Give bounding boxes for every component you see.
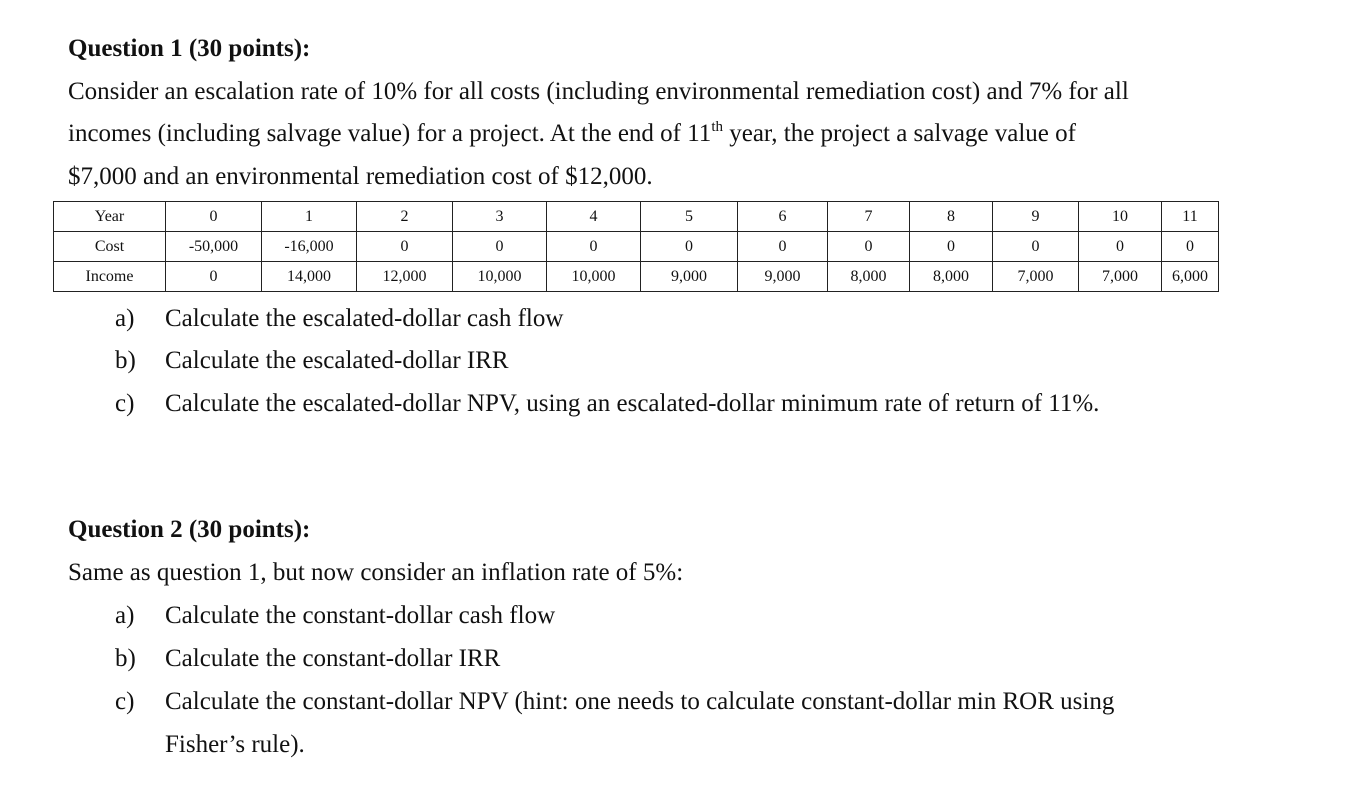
question-1-heading: Question 1 (30 points): — [68, 35, 311, 62]
row-label-income: Income — [54, 262, 166, 292]
income-cell: 10,000 — [453, 262, 547, 292]
table-row-income — [54, 262, 1219, 292]
question-1-item-b — [115, 346, 509, 376]
table-row-cost — [54, 232, 1219, 262]
list-marker: c) — [115, 390, 135, 417]
income-cell: 0 — [166, 262, 262, 292]
income-cell: 8,000 — [910, 262, 993, 292]
income-cell: 8,000 — [828, 262, 910, 292]
year-cell: 7 — [828, 202, 910, 232]
cost-cell: -16,000 — [262, 232, 357, 262]
year-cell: 11 — [1162, 202, 1219, 232]
cost-cell: 0 — [547, 232, 641, 262]
list-item-text: Calculate the escalated-dollar IRR — [165, 347, 509, 374]
row-label-year: Year — [54, 202, 166, 232]
cost-cell: 0 — [910, 232, 993, 262]
income-cell: 9,000 — [738, 262, 828, 292]
year-cell: 4 — [547, 202, 641, 232]
table-row-year — [54, 202, 1219, 232]
cost-cell: 0 — [828, 232, 910, 262]
list-item-text: Calculate the escalated-dollar NPV, using an escalated-dollar minimum rate of return of 11%. — [165, 390, 1100, 417]
question-2-item-c-continuation: Fisher’s rule). — [165, 731, 305, 758]
list-item-text: Calculate the escalated-dollar cash flow — [165, 305, 564, 332]
cost-cell: 0 — [1162, 232, 1219, 262]
cost-cell: 0 — [993, 232, 1079, 262]
year-cell: 6 — [738, 202, 828, 232]
cost-cell: 0 — [453, 232, 547, 262]
question-1-text-line-3: $7,000 and an environmental remediation cost of $12,000. — [68, 163, 653, 190]
question-1-text-line-2-start: incomes (including salvage value) for a project. At the end of 11 — [68, 120, 712, 147]
income-cell: 14,000 — [262, 262, 357, 292]
cost-cell: 0 — [738, 232, 828, 262]
year-cell: 10 — [1079, 202, 1162, 232]
cost-cell: -50,000 — [166, 232, 262, 262]
list-marker: b) — [115, 347, 136, 374]
cost-cell: 0 — [357, 232, 453, 262]
year-cell: 1 — [262, 202, 357, 232]
cash-flow-table — [53, 201, 1219, 292]
cost-cell: 0 — [641, 232, 738, 262]
question-1-text-line-2 — [68, 119, 1076, 149]
list-marker: a) — [115, 602, 135, 629]
list-marker: a) — [115, 305, 135, 332]
year-cell: 2 — [357, 202, 453, 232]
question-1-item-a — [115, 304, 563, 334]
year-cell: 5 — [641, 202, 738, 232]
year-cell: 3 — [453, 202, 547, 232]
question-2-item-a — [115, 601, 555, 631]
question-2-item-b — [115, 644, 500, 674]
list-marker: c) — [115, 688, 135, 715]
income-cell: 7,000 — [993, 262, 1079, 292]
row-label-cost: Cost — [54, 232, 166, 262]
question-2-item-c — [115, 687, 1114, 717]
income-cell: 7,000 — [1079, 262, 1162, 292]
year-cell: 0 — [166, 202, 262, 232]
year-cell: 9 — [993, 202, 1079, 232]
question-1-text-line-2-end: year, the project a salvage value of — [722, 120, 1076, 147]
ordinal-superscript: th — [711, 118, 723, 135]
question-2-heading: Question 2 (30 points): — [68, 516, 311, 543]
question-1-text-line-1: Consider an escalation rate of 10% for all costs (including environmental remediation cost) and 7% for all — [68, 78, 1129, 105]
income-cell: 9,000 — [641, 262, 738, 292]
list-item-text: Calculate the constant-dollar cash flow — [165, 602, 556, 629]
list-item-text: Calculate the constant-dollar NPV (hint: one needs to calculate constant-dollar min ROR using — [165, 688, 1115, 715]
list-marker: b) — [115, 645, 136, 672]
list-item-text: Calculate the constant-dollar IRR — [165, 645, 501, 672]
cost-cell: 0 — [1079, 232, 1162, 262]
income-cell: 6,000 — [1162, 262, 1219, 292]
question-2-intro: Same as question 1, but now consider an inflation rate of 5%: — [68, 559, 684, 586]
year-cell: 8 — [910, 202, 993, 232]
question-1-item-c — [115, 389, 1099, 419]
income-cell: 10,000 — [547, 262, 641, 292]
income-cell: 12,000 — [357, 262, 453, 292]
